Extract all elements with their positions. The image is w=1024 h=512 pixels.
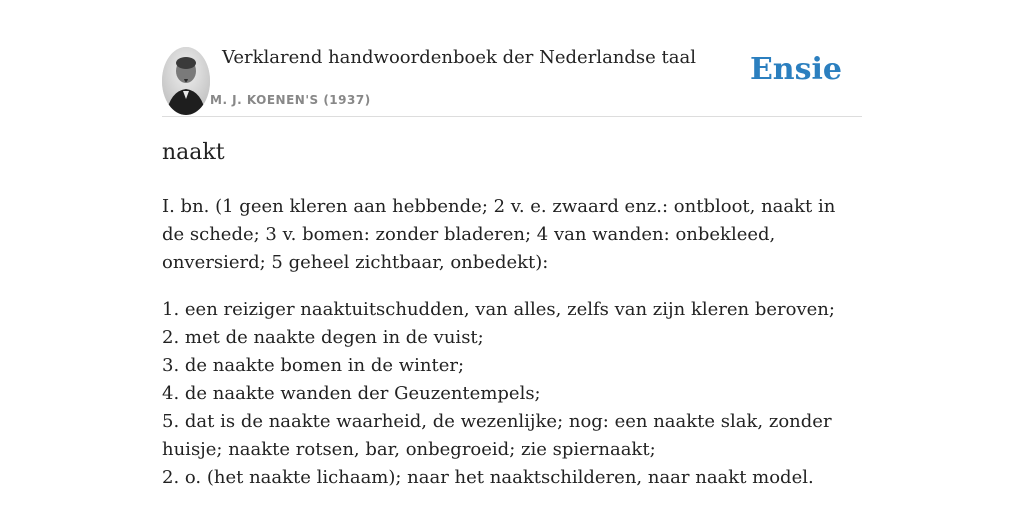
example-line: 4. de naakte wanden der Geuzentempels; xyxy=(162,383,541,404)
example-line: 2. o. (het naakte lichaam); naar het naaktschilderen, naar naakt model. xyxy=(162,467,814,488)
example-line: 1. een reiziger naaktuitschudden, van alles, zelfs van zijn kleren beroven; xyxy=(162,299,835,320)
example-line: 2. met de naakte degen in de vuist; xyxy=(162,327,484,348)
example-line: 3. de naakte bomen in de winter; xyxy=(162,355,465,376)
brand-logo-link[interactable]: Ensie xyxy=(749,52,842,87)
entry-headword: naakt xyxy=(162,140,225,165)
page-container xyxy=(162,0,862,488)
dictionary-title: Verklarend handwoordenboek der Nederlandse taal xyxy=(222,47,696,68)
dictionary-header xyxy=(162,0,862,117)
example-line: 5. dat is de naakte waarheid, de wezenlijke; nog: een naakte slak, zonder huisje; naakte rotsen, bar, onbegroeid; zie spiernaakt; xyxy=(162,411,832,460)
dictionary-subtitle: M. J. KOENEN'S (1937) xyxy=(210,93,371,107)
entry-definition: I. bn. (1 geen kleren aan hebbende; 2 v. e. zwaard enz.: ontbloot, naakt in de schede; 3 v. bomen: zonder bladeren; 4 van wanden: onbekleed, onversierd; 5 geheel zichtbaar, onbedekt): xyxy=(162,196,836,273)
entry-examples xyxy=(162,296,852,492)
author-portrait-icon xyxy=(162,47,210,115)
